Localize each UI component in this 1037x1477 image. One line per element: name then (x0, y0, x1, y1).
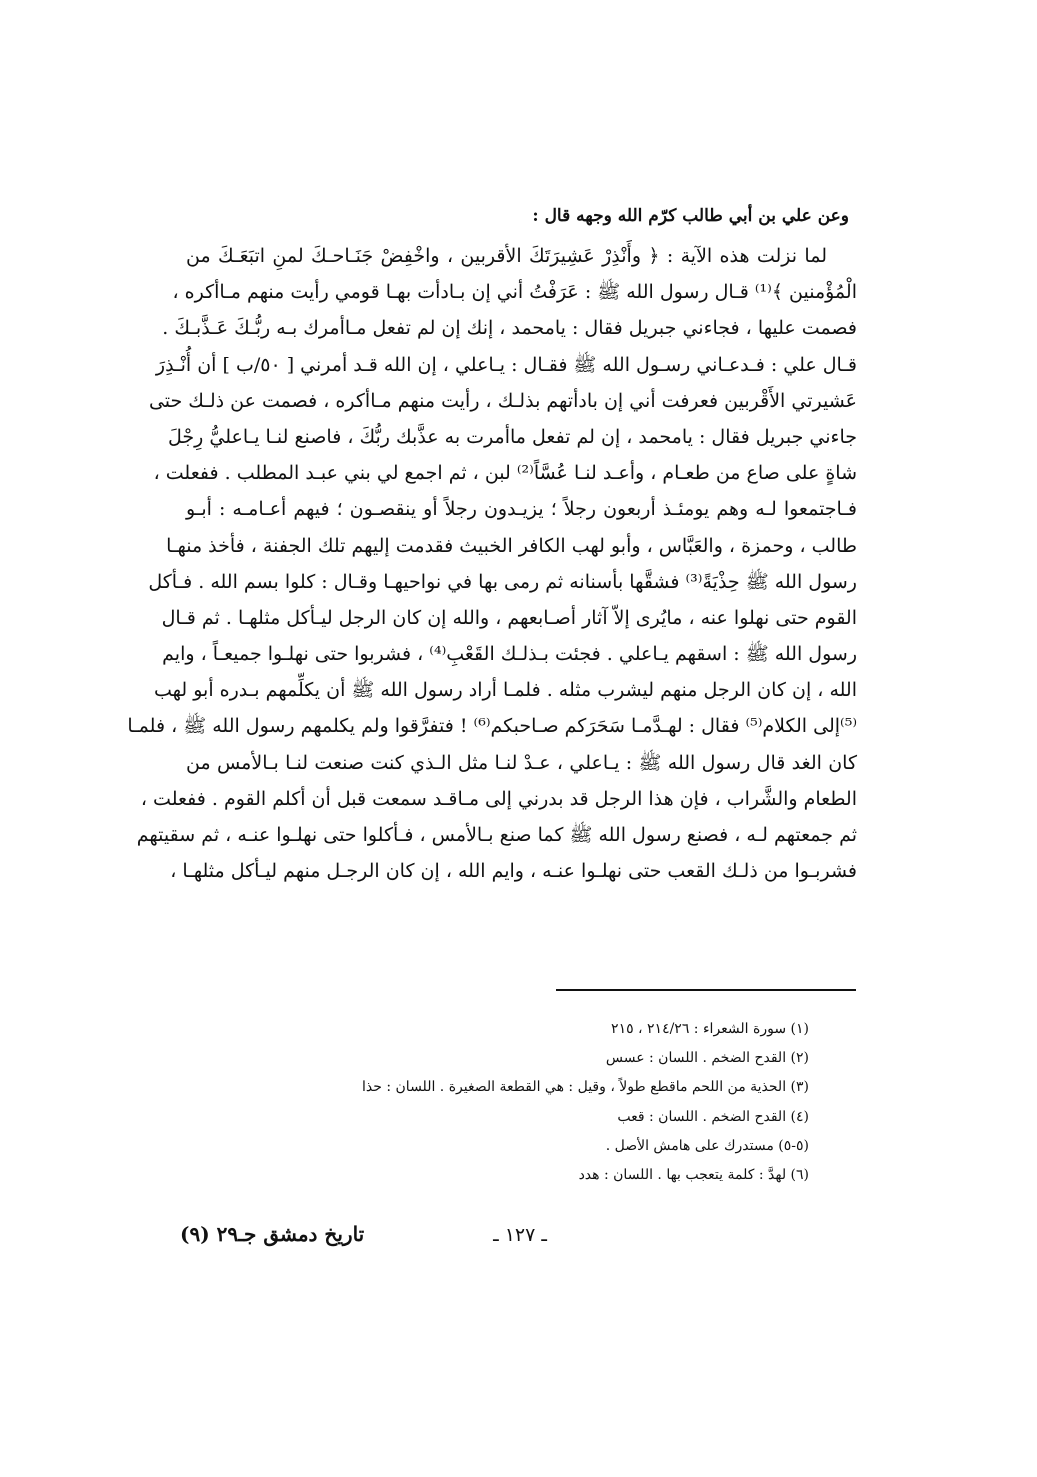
footnote: (٣) الحذية من اللحم ماقطع طولاً ، وقيل : هي القطعة الصغيرة . اللسان : حذا (362, 1079, 809, 1096)
body-line: الطعام والشَّراب ، فإن هذا الرجل قد بدرني إلى مـاقـد سمعت قبل أن أكلم القوم . ففعلت ، (140, 787, 857, 810)
body-line: شاةٍ على صاع من طعـام ، وأعـد لنـا عُسَّاً⁽²⁾ لبن ، ثم اجمع لي بني عبـد المطلب . ففعلت ، (153, 462, 857, 485)
footnote: (١) سورة الشعراء : ٢١٤/٢٦ ، ٢١٥ (611, 1021, 809, 1037)
body-line: الْمُؤْمنين ﴾⁽¹⁾ قـال رسول الله ﷺ : عَرَفْتُ أني إن بـادأت بهـا قومي رأيت منهم مـاأكره ، (172, 281, 857, 304)
footnote: (٦) لهدَّ : كلمة يتعجب بها . اللسان : هدد (578, 1166, 809, 1183)
footnote-divider (556, 989, 856, 991)
page-footer (180, 1222, 857, 1258)
footnote: (٢) القدح الضخم . اللسان : عسس (605, 1050, 809, 1067)
body-line: ⁽⁵⁾إلى الكلام⁽⁵⁾ فقال : لهـدَّمـا سَحَرَكم صـاحبكم⁽⁶⁾ ! فتفرَّقوا ولم يكلمهم رسول الله ﷺ ، فلمـا (127, 715, 857, 738)
section-heading: وعن علي بن أبي طالب كرّم الله وجهه قال : (532, 206, 849, 226)
footnotes (249, 1015, 809, 1190)
body-line: فشربـوا من ذلـك القعب حتى نهلـوا عنـه ، وايم الله ، إن كان الرجـل منهم ليـأكل مثلهـا ، (170, 860, 857, 883)
body-line: عَشيرتي الأَقْربين فعرفت أني إن بادأتهم بذلـك ، رأيت منهم مـاأكره ، فصمت عن ذلـك حتى (148, 389, 857, 412)
body-line: جاءني جبريل فقال : يامحمد ، إن لم تفعل ماأمرت به عذَّبك ربُّكَ ، فاصنع لنـا يـاعليُّ رِجْلَ (168, 425, 857, 448)
body-line: طالب ، وحمزة ، والعَبَّاس ، وأبو لهب الكافر الخبيث فقدمت إليهم تلك الجفنة ، فأخذ منهـا (166, 534, 857, 557)
body-line: فصمت عليها ، فجاءني جبريل فقال : يامحمد ، إنك إن لم تفعل مـاأمرك بـه ربُّـكَ عَـذَّبـكَ . (162, 317, 857, 340)
body-line: لما نزلت هذه الآية : ﴿ وأَنْذِرْ عَشِيرَتَكَ الأقربين ، واخْفِضْ جَنَـاحـكَ لمنِ اتبَعَـكَ من (186, 245, 827, 267)
footnote: (٤) القدح الضخم . اللسان : قعب (617, 1108, 809, 1125)
body-text (127, 238, 857, 889)
book-title: تاريخ دمشق جـ٢٩ (٩) (180, 1222, 365, 1246)
body-line: الله ، إن كان الرجل منهم ليشرب مثله . فلمـا أراد رسول الله ﷺ أن يكلِّمهم بـدره أبو لهب (153, 679, 857, 702)
page-number: ـ ١٢٧ ـ (493, 1224, 547, 1246)
footnote: (٥-٥) مستدرك على هامش الأصل . (605, 1137, 809, 1154)
body-line: ثم جمعتهم لـه ، فصنع رسول الله ﷺ كما صنع بـالأمس ، فـأكلوا حتى نهلـوا عنـه ، ثم سقيتهم (136, 824, 857, 846)
body-line: القوم حتى نهلوا عنه ، مايُرى إلاّ آثار أصـابعهم ، والله إن كان الرجل ليـأكل مثلهـا . ثم قـال (161, 606, 857, 629)
body-line: رسول الله ﷺ حِذْيَةً⁽³⁾ فشقَّها بأسنانه ثم رمى بها في نواحيهـا وقـال : كلوا بسم الله . فـأكل (148, 570, 857, 593)
body-line: فـاجتمعوا لـه وهم يومئـذ أربعون رجلاً ؛ يزيـدون رجلاً أو ينقصـون ؛ فيهم أعـامـه : أبـو (186, 498, 857, 521)
body-line: رسول الله ﷺ : اسقهم يـاعلي . فجئت بـذلـك القَعْبِ⁽⁴⁾ ، فشربوا حتى نهلـوا جميعـاً ، وايم (162, 643, 857, 666)
body-line: كان الغد قال رسول الله ﷺ : يـاعلي ، عـدْ لنـا مثل الـذي كنت صنعت لنـا بـالأمس من (186, 751, 857, 774)
body-line: قـال علي : فـدعـاني رسـول الله ﷺ فقـال : يـاعلي ، إن الله قـد أمرني [ ٥٠/ب ] أن أُنْـذِرَ (155, 353, 857, 376)
